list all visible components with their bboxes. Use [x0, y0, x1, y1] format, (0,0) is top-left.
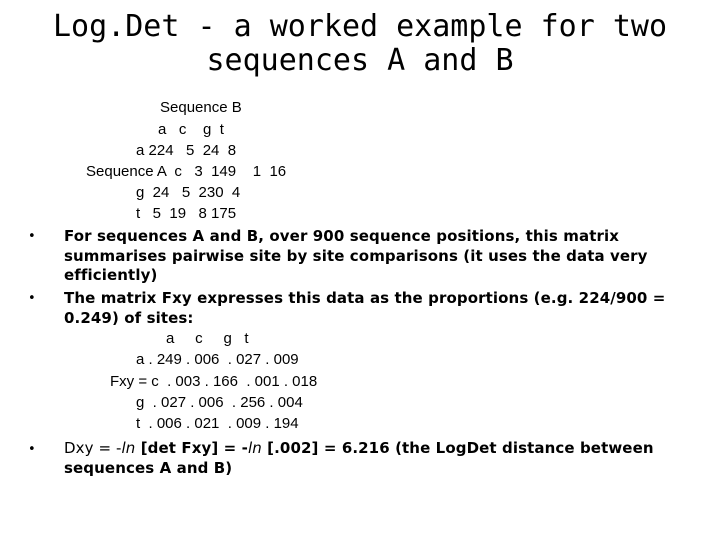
matrix1-row-c: Sequence A c 3 149 1 16	[86, 163, 287, 180]
ln-symbol-2: ln	[247, 439, 262, 457]
title-line-1: Log.Det - a worked example for two	[52, 9, 668, 44]
dxy-mid: [det Fxy] = -	[135, 439, 248, 457]
bullet-text-1: For sequences A and B, over 900 sequence positions, this matrix summarises pairwise site by site comparisons (it uses the data very efficiently)	[64, 227, 648, 285]
bullet-text-2: The matrix Fxy expresses this data as the proportions (e.g. 224/900 = 0.249) of sites:	[64, 289, 666, 327]
bullet-marker-1: •	[28, 229, 36, 244]
matrix2-row-a: a . 249 . 006 . 027 . 009	[136, 351, 299, 368]
slide-title	[0, 10, 720, 78]
matrix1-row-a: a 224 5 24 8	[136, 142, 237, 159]
matrix1-header: Sequence B	[160, 99, 242, 116]
bullet-text-3	[64, 439, 674, 478]
matrix1-row-g: g 24 5 230 4	[136, 184, 241, 201]
dxy-suffix: [.002] = 6.216 (the LogDet distance between sequences A and B)	[64, 439, 654, 477]
matrix2-row-t: t . 006 . 021 . 009 . 194	[136, 415, 299, 432]
matrix1-col-labels: a c g t	[158, 121, 224, 138]
ln-symbol-1: ln	[121, 439, 136, 457]
matrix2-row-g: g . 027 . 006 . 256 . 004	[136, 394, 303, 411]
matrix1-row-t: t 5 19 8 175	[136, 205, 237, 222]
bullet-marker-2: •	[28, 291, 36, 306]
dxy-prefix: Dxy = -	[64, 439, 122, 457]
matrix2-col-labels: a c g t	[166, 330, 249, 347]
title-line-2: sequences A and B	[206, 43, 514, 78]
matrix2-row-c: Fxy = c . 003 . 166 . 001 . 018	[110, 373, 318, 390]
bullet-marker-3: •	[28, 442, 36, 457]
